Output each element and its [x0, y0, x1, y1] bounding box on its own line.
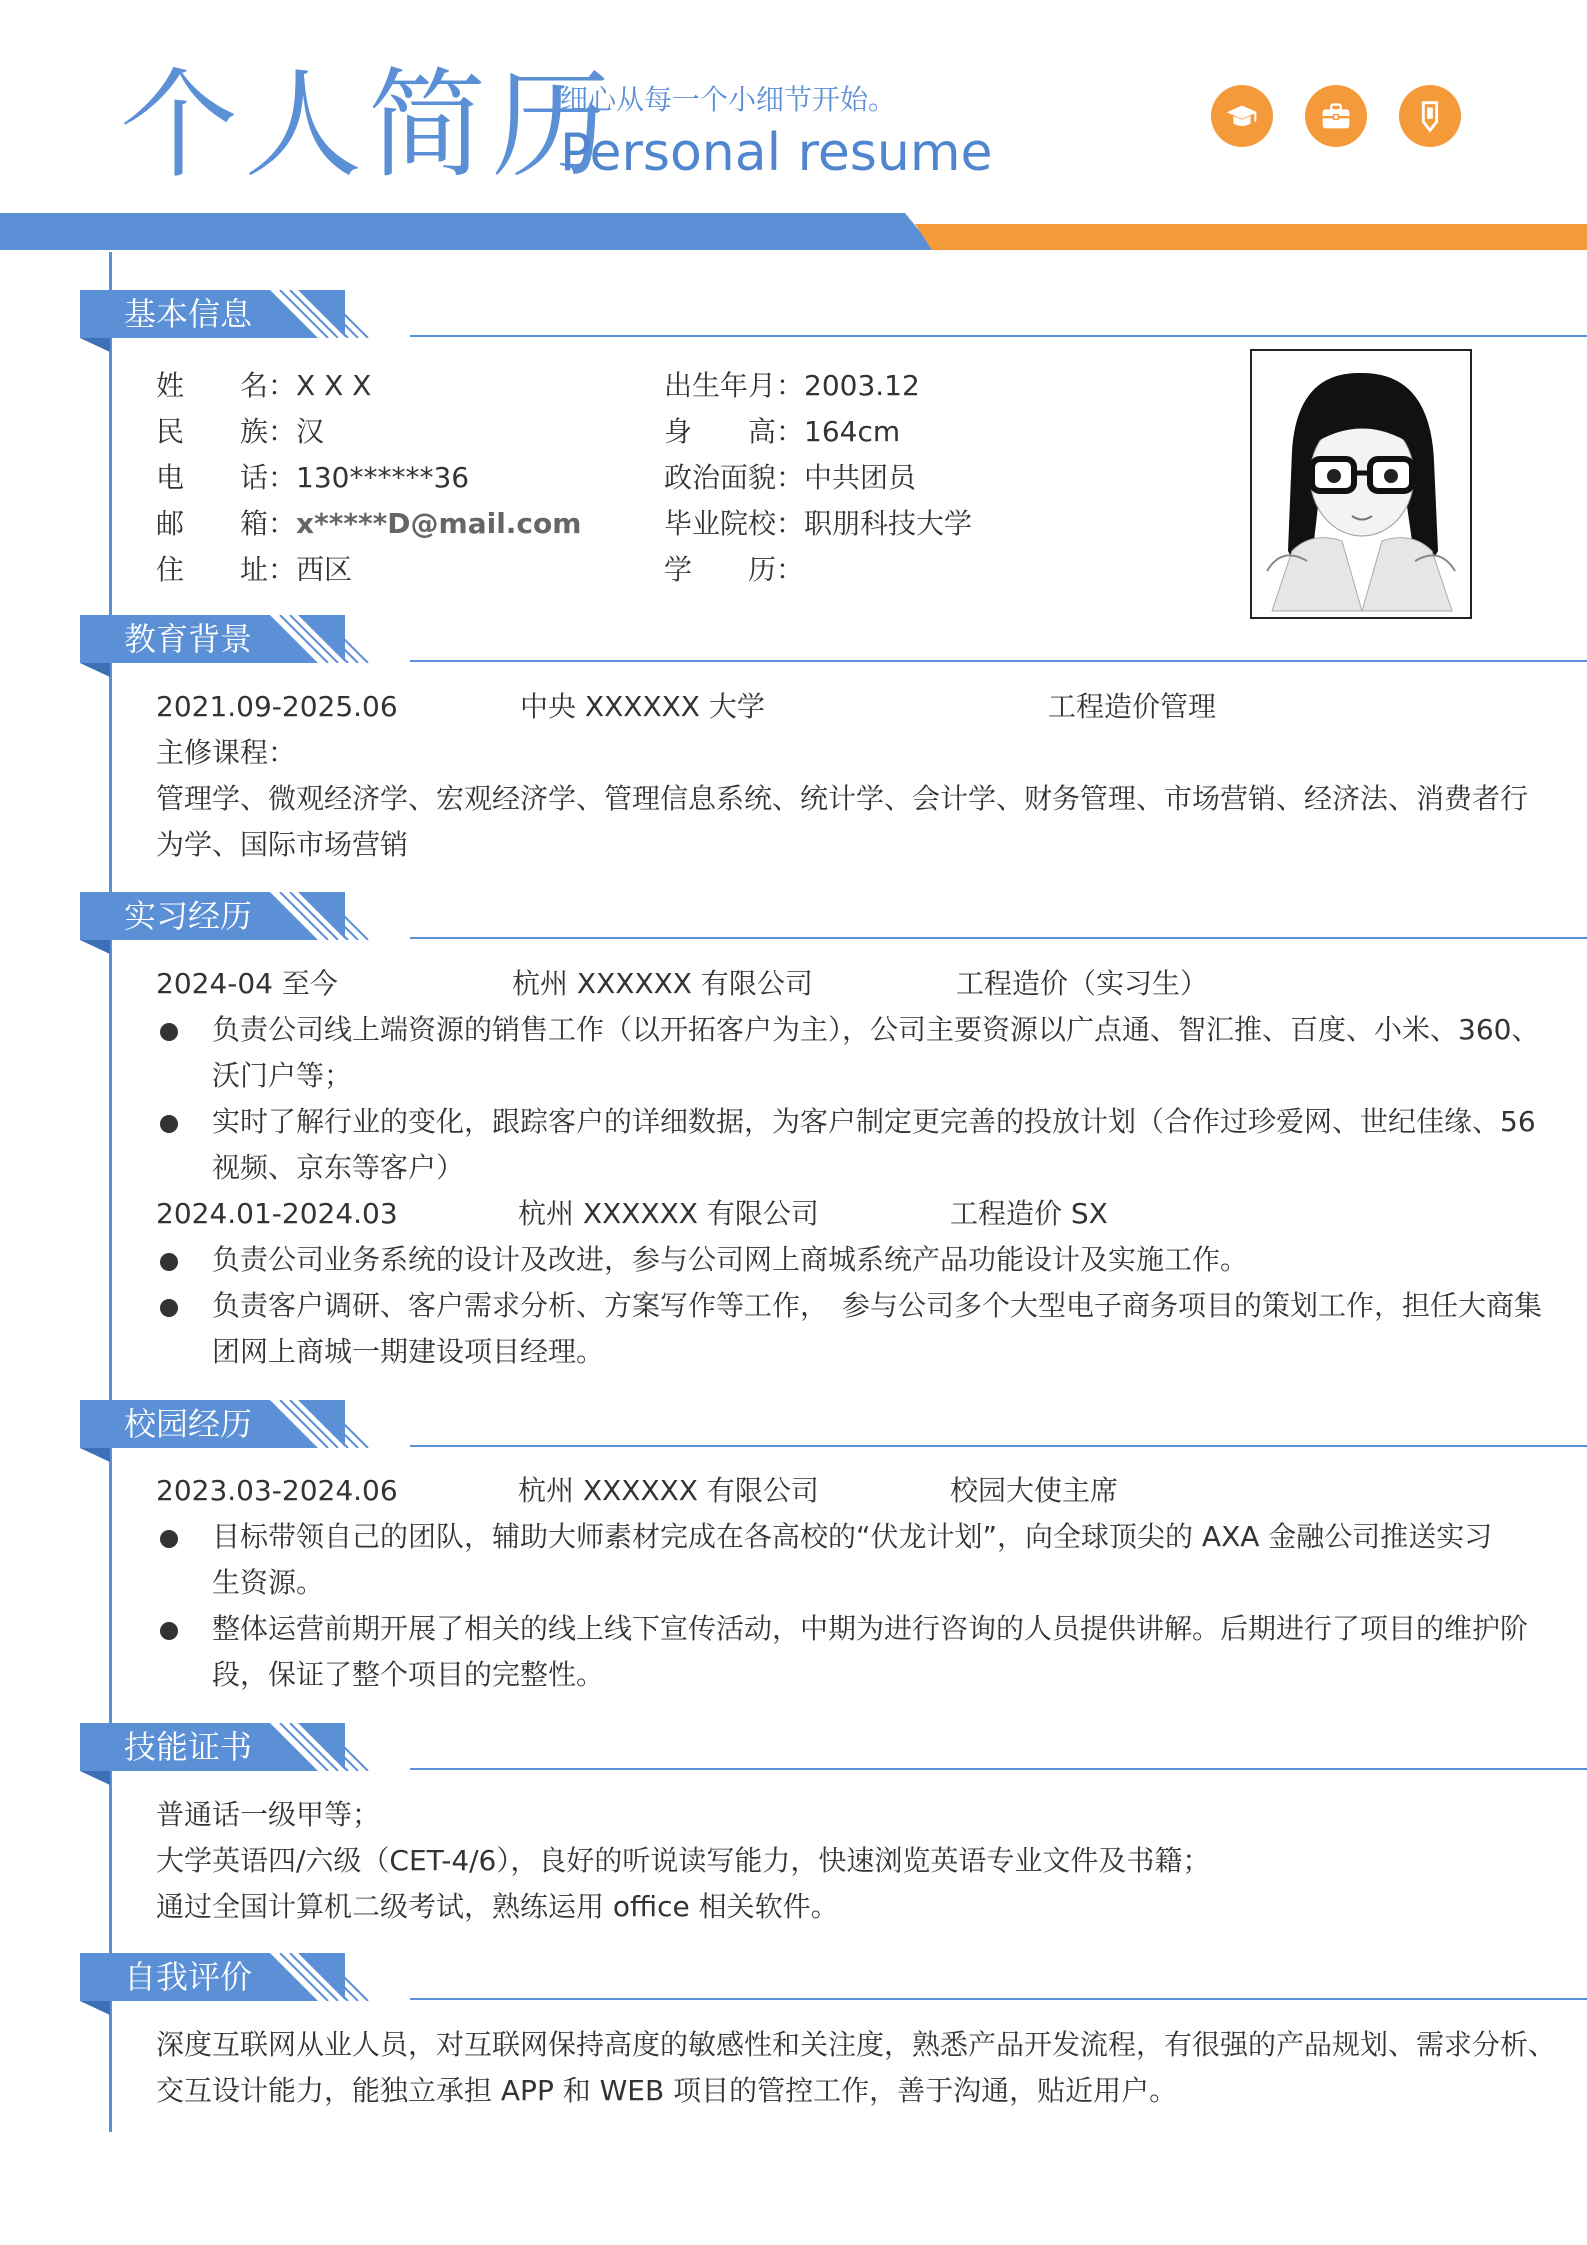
pencil-icon — [1399, 85, 1461, 147]
bullet-text: 整体运营前期开展了相关的线上线下宣传活动，中期为进行咨询的人员提供讲解。后期进行了项目的维护阶 — [212, 1612, 1529, 1645]
job-period: 2024-04 至今 — [156, 967, 338, 1000]
section-title: 自我评价 — [124, 1958, 253, 1996]
self-evaluation-line: 交互设计能力，能独立承担 APP 和 WEB 项目的管控工作，善于沟通，贴近用户。 — [156, 2074, 1178, 2107]
bullet-dot — [160, 1115, 178, 1133]
bullet-text: 生资源。 — [212, 1566, 325, 1599]
bullet-text: 沃门户等； — [212, 1059, 353, 1092]
campus-period: 2023.03-2024.06 — [156, 1474, 398, 1507]
courses-label: 主修课程： — [156, 736, 297, 769]
basic-politics-row: 政治面貌：中共团员 — [664, 461, 917, 494]
basic-height-row: 身 高：164cm — [664, 415, 901, 448]
job-period: 2024.01-2024.03 — [156, 1197, 398, 1230]
slogan: 细心从每一个小细节开始。 — [560, 83, 897, 116]
job-company: 杭州 XXXXXX 有限公司 — [518, 1197, 819, 1230]
education-period: 2021.09-2025.06 — [156, 690, 398, 723]
bullet-text: 段，保证了整个项目的完整性。 — [212, 1658, 605, 1691]
basic-ethnic-row: 民 族：汉 — [156, 415, 325, 448]
basic-degree-row: 学 历： — [664, 553, 805, 586]
bullet-dot — [160, 1023, 178, 1041]
bullet-text: 团网上商城一期建设项目经理。 — [212, 1335, 605, 1368]
basic-birth-row: 出生年月：2003.12 — [664, 369, 920, 402]
section-title: 教育背景 — [124, 620, 253, 658]
bullet-dot — [160, 1530, 178, 1548]
section-header-campus — [80, 1400, 1510, 1460]
courses-line: 为学、国际市场营销 — [156, 828, 409, 861]
job-company: 杭州 XXXXXX 有限公司 — [512, 967, 813, 1000]
section-header-internship — [80, 892, 1510, 952]
self-evaluation-line: 深度互联网从业人员，对互联网保持高度的敏感性和关注度，熟悉产品开发流程，有很强的产品规划、需求分析、 — [156, 2028, 1557, 2061]
skill-line: 通过全国计算机二级考试，熟练运用 office 相关软件。 — [156, 1890, 839, 1923]
briefcase-icon — [1305, 85, 1367, 147]
section-header-self — [80, 1953, 1510, 2013]
job-role: 工程造价 SX — [950, 1197, 1108, 1230]
basic-name-row: 姓 名：X X X — [156, 369, 372, 402]
bullet-dot — [160, 1622, 178, 1640]
education-university: 中央 XXXXXX 大学 — [520, 690, 765, 723]
resume-title: 个人简历 — [120, 56, 617, 194]
bullet-text: 负责公司线上端资源的销售工作（以开拓客户为主），公司主要资源以广点通、智汇推、百度、小米、360、 — [212, 1013, 1540, 1046]
basic-phone-row: 电 话：130******36 — [156, 461, 470, 494]
skill-line: 大学英语四/六级（CET-4/6），良好的听说读写能力，快速浏览英语专业文件及书籍； — [156, 1844, 1211, 1877]
basic-school-row: 毕业院校：职朋科技大学 — [664, 507, 973, 540]
section-header-education — [80, 615, 1510, 675]
job-role: 工程造价（实习生） — [956, 967, 1209, 1000]
campus-role: 校园大使主席 — [950, 1474, 1119, 1507]
graduation-cap-icon — [1211, 85, 1273, 147]
section-header-skills — [80, 1723, 1510, 1783]
section-title: 实习经历 — [124, 897, 253, 935]
header-color-band — [0, 210, 1587, 260]
skill-line: 普通话一级甲等； — [156, 1798, 381, 1831]
campus-company: 杭州 XXXXXX 有限公司 — [518, 1474, 819, 1507]
section-title: 基本信息 — [124, 295, 253, 333]
basic-email-row: 邮 箱：x*****D@mail.com — [156, 507, 582, 540]
courses-line: 管理学、微观经济学、宏观经济学、管理信息系统、统计学、会计学、财务管理、市场营销、经济法、消费者行 — [156, 782, 1529, 815]
bullet-dot — [160, 1299, 178, 1317]
timeline-line — [109, 252, 112, 2132]
bullet-text: 目标带领自己的团队，辅助大师素材完成在各高校的“伏龙计划”，向全球顶尖的 AXA 金融公司推送实习 — [212, 1520, 1493, 1553]
bullet-text: 负责客户调研、客户需求分析、方案写作等工作， 参与公司多个大型电子商务项目的策划工作，担任大商集 — [212, 1289, 1543, 1322]
bullet-text: 视频、京东等客户） — [212, 1151, 465, 1184]
subtitle-english: Personal resume — [560, 123, 993, 183]
section-title: 技能证书 — [124, 1728, 253, 1766]
education-major: 工程造价管理 — [1048, 690, 1217, 723]
bullet-text: 负责公司业务系统的设计及改进，参与公司网上商城系统产品功能设计及实施工作。 — [212, 1243, 1249, 1276]
section-header-basic — [80, 290, 1510, 350]
bullet-text: 实时了解行业的变化，跟踪客户的详细数据，为客户制定更完善的投放计划（合作过珍爱网、世纪佳缘、56 — [212, 1105, 1536, 1138]
bullet-dot — [160, 1253, 178, 1271]
basic-address-row: 住 址：西区 — [156, 553, 353, 586]
section-title: 校园经历 — [124, 1405, 253, 1443]
profile-photo — [1250, 349, 1472, 619]
